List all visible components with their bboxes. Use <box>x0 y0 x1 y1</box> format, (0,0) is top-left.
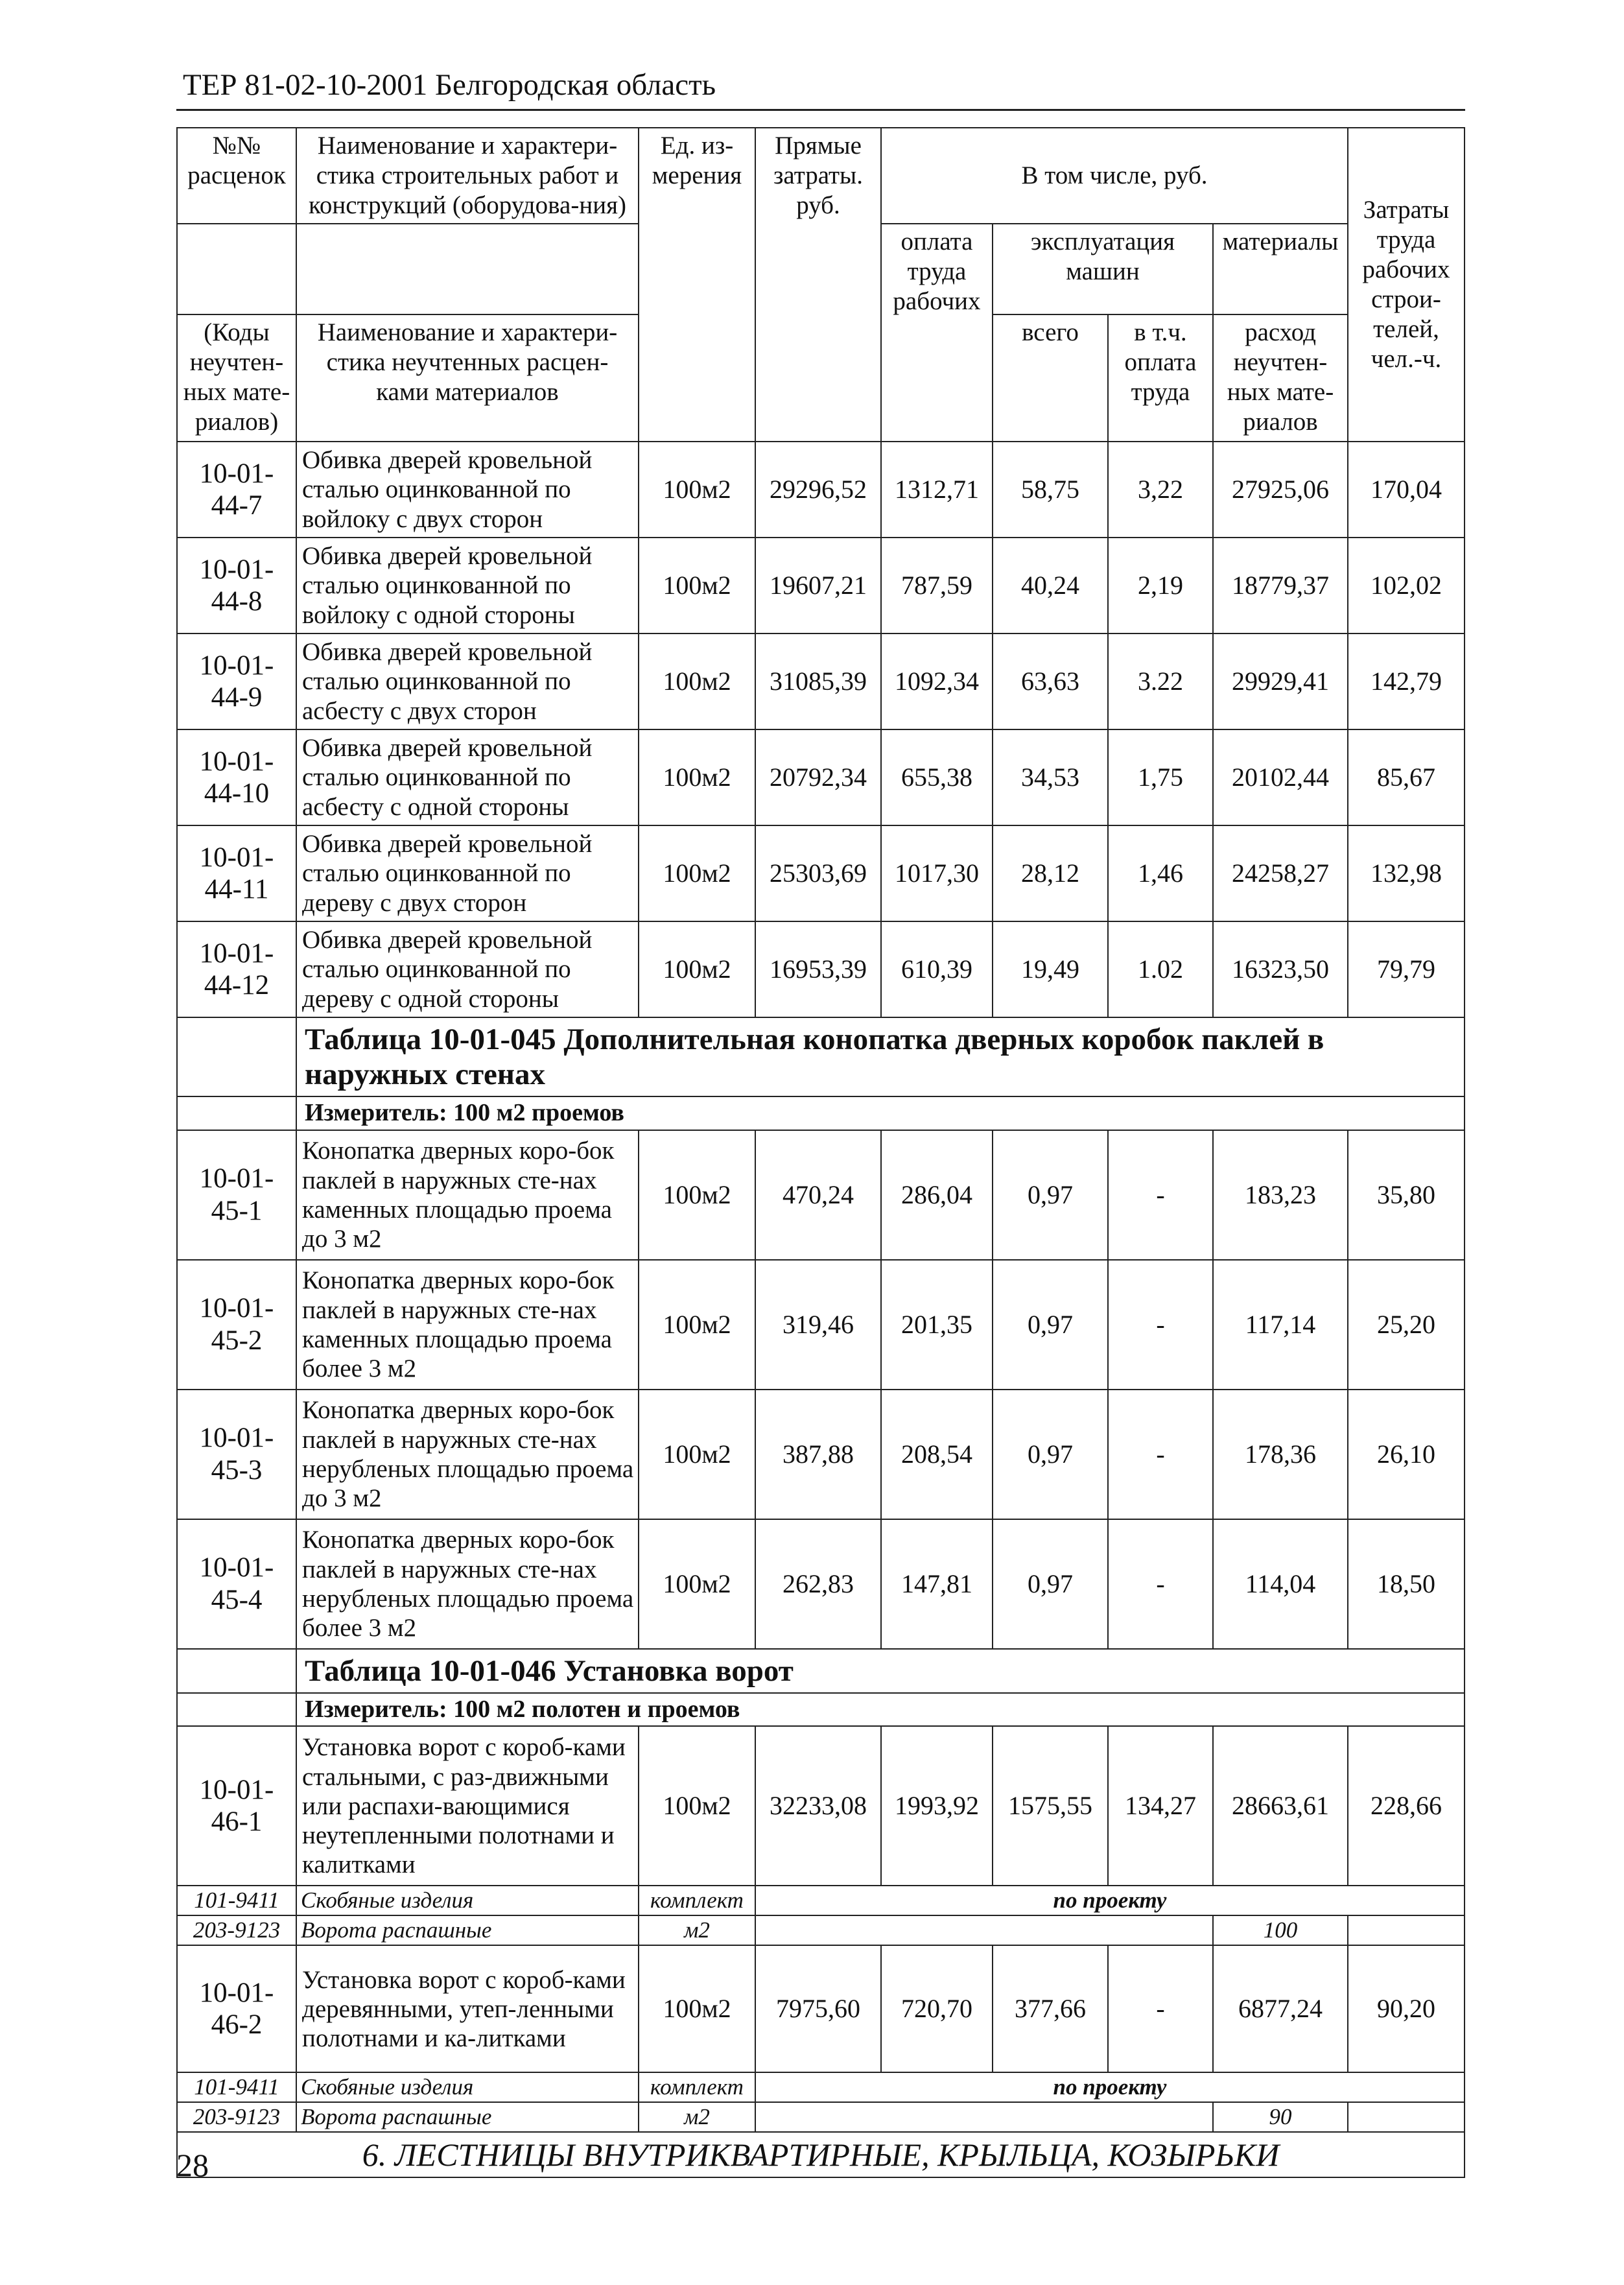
table-measure: Измеритель: 100 м2 полотен и проемов <box>296 1693 1465 1727</box>
rate-materials: 28663,61 <box>1213 1726 1348 1886</box>
material-row <box>177 2072 1465 2102</box>
table-title: Таблица 10-01-046 Установка ворот <box>296 1649 1465 1693</box>
col-header-machines: эксплуатация машин <box>993 224 1213 314</box>
rate-labor-pay: 610,39 <box>881 921 993 1017</box>
rate-code: 10-01-45-2 <box>177 1260 296 1390</box>
rate-machines-total: 0,97 <box>993 1519 1108 1649</box>
rate-machines-pay: 1,75 <box>1108 729 1213 825</box>
rate-materials: 24258,27 <box>1213 825 1348 921</box>
material-empty <box>755 2102 1213 2132</box>
table-row <box>177 1130 1465 1260</box>
rate-labor-pay: 286,04 <box>881 1130 993 1260</box>
rate-code: 10-01-44-12 <box>177 921 296 1017</box>
material-empty <box>1348 1915 1465 1945</box>
table-row <box>177 921 1465 1017</box>
rate-name: Обивка дверей кровельной сталью оцинкованной по войлоку с одной стороны <box>296 538 639 633</box>
rate-name: Обивка дверей кровельной сталью оцинкованной по асбесту с двух сторон <box>296 633 639 729</box>
rate-unit: 100м2 <box>639 1726 755 1886</box>
rate-machines-total: 0,97 <box>993 1260 1108 1390</box>
rate-name: Конопатка дверных коро-бок паклей в наружных сте-нах нерубленых площадью проема до 3 м2 <box>296 1390 639 1519</box>
rate-labor-pay: 787,59 <box>881 538 993 633</box>
rate-unit: 100м2 <box>639 633 755 729</box>
material-name: Ворота распашные <box>296 1915 639 1945</box>
rate-direct: 20792,34 <box>755 729 881 825</box>
material-name: Ворота распашные <box>296 2102 639 2132</box>
page-header: ТЕР 81-02-10-2001 Белгородская область <box>183 68 716 102</box>
rate-machines-pay: - <box>1108 1260 1213 1390</box>
material-code: 203-9123 <box>177 1915 296 1945</box>
material-row <box>177 2102 1465 2132</box>
table-row <box>177 1726 1465 1886</box>
rate-machines-pay: 1,46 <box>1108 825 1213 921</box>
material-unit: м2 <box>639 2102 755 2132</box>
rate-labor-pay: 1312,71 <box>881 442 993 538</box>
rate-name: Обивка дверей кровельной сталью оцинкованной по асбесту с одной стороны <box>296 729 639 825</box>
rate-labor-pay: 720,70 <box>881 1945 993 2072</box>
rate-code: 10-01-45-3 <box>177 1390 296 1519</box>
table-row <box>177 633 1465 729</box>
rate-labor-pay: 147,81 <box>881 1519 993 1649</box>
rate-machines-total: 0,97 <box>993 1130 1108 1260</box>
table-title: Таблица 10-01-045 Дополнительная конопатка дверных коробок паклей в наружных стенах <box>296 1017 1465 1096</box>
rate-unit: 100м2 <box>639 1945 755 2072</box>
rate-unit: 100м2 <box>639 921 755 1017</box>
rate-unit: 100м2 <box>639 1390 755 1519</box>
rate-labor-pay: 208,54 <box>881 1390 993 1519</box>
rate-machines-pay: - <box>1108 1519 1213 1649</box>
rate-direct: 7975,60 <box>755 1945 881 2072</box>
col-header-labor-cost: Затраты труда рабочих строи-телей, чел.-ч. <box>1348 128 1465 442</box>
rate-direct: 470,24 <box>755 1130 881 1260</box>
col-header-code-materials: (Коды неучтен-ных мате-риалов) <box>177 314 296 442</box>
rate-labor-pay: 1017,30 <box>881 825 993 921</box>
header-rule <box>176 109 1465 111</box>
material-value: 100 <box>1213 1915 1348 1945</box>
col-header-code: №№ расценок <box>177 128 296 224</box>
rate-machines-total: 58,75 <box>993 442 1108 538</box>
rate-code: 10-01-44-8 <box>177 538 296 633</box>
material-row <box>177 1886 1465 1915</box>
measure-spacer <box>177 1693 296 1727</box>
table-row <box>177 538 1465 633</box>
rate-labor-cost: 35,80 <box>1348 1130 1465 1260</box>
rate-machines-total: 40,24 <box>993 538 1108 633</box>
rate-materials: 114,04 <box>1213 1519 1348 1649</box>
table-row <box>177 1390 1465 1519</box>
material-unit: комплект <box>639 2072 755 2102</box>
rate-labor-cost: 18,50 <box>1348 1519 1465 1649</box>
rate-code: 10-01-44-7 <box>177 442 296 538</box>
rate-labor-pay: 1092,34 <box>881 633 993 729</box>
col-header-name-materials: Наименование и характери-стика неучтенных расцен-ками материалов <box>296 314 639 442</box>
material-code: 101-9411 <box>177 1886 296 1915</box>
rate-unit: 100м2 <box>639 442 755 538</box>
rate-name: Установка ворот с короб-ками деревянными, утеп-ленными полотнами и ка-литками <box>296 1945 639 2072</box>
rate-direct: 32233,08 <box>755 1726 881 1886</box>
table-row <box>177 442 1465 538</box>
rate-name: Обивка дверей кровельной сталью оцинкованной по войлоку с двух сторон <box>296 442 639 538</box>
material-row <box>177 1915 1465 1945</box>
rate-code: 10-01-45-1 <box>177 1130 296 1260</box>
rate-name: Конопатка дверных коро-бок паклей в наружных сте-нах нерубленых площадью проема более 3 м2 <box>296 1519 639 1649</box>
rate-labor-cost: 132,98 <box>1348 825 1465 921</box>
material-code: 203-9123 <box>177 2102 296 2132</box>
col-header-name: Наименование и характери-стика строительных работ и конструкций (оборудова-ния) <box>296 128 639 224</box>
rate-code: 10-01-44-10 <box>177 729 296 825</box>
rate-labor-cost: 102,02 <box>1348 538 1465 633</box>
rate-labor-cost: 79,79 <box>1348 921 1465 1017</box>
rate-labor-pay: 655,38 <box>881 729 993 825</box>
table-title-spacer <box>177 1017 296 1096</box>
rate-materials: 27925,06 <box>1213 442 1348 538</box>
rate-materials: 16323,50 <box>1213 921 1348 1017</box>
rate-code: 10-01-44-9 <box>177 633 296 729</box>
rate-labor-cost: 170,04 <box>1348 442 1465 538</box>
rate-labor-cost: 25,20 <box>1348 1260 1465 1390</box>
col-header-including: В том числе, руб. <box>881 128 1348 224</box>
rate-unit: 100м2 <box>639 1519 755 1649</box>
table-row <box>177 825 1465 921</box>
material-value: 90 <box>1213 2102 1348 2132</box>
rate-machines-total: 28,12 <box>993 825 1108 921</box>
rate-materials: 20102,44 <box>1213 729 1348 825</box>
table-row <box>177 1945 1465 2072</box>
col-header-labor-pay: оплата труда рабочих <box>881 224 993 442</box>
col-header-materials-extra: расход неучтен-ных мате-риалов <box>1213 314 1348 442</box>
material-value: по проекту <box>755 2072 1465 2102</box>
material-unit: м2 <box>639 1915 755 1945</box>
rate-materials: 178,36 <box>1213 1390 1348 1519</box>
rate-machines-total: 0,97 <box>993 1390 1108 1519</box>
rate-machines-total: 19,49 <box>993 921 1108 1017</box>
rate-direct: 262,83 <box>755 1519 881 1649</box>
rate-labor-cost: 85,67 <box>1348 729 1465 825</box>
rate-direct: 31085,39 <box>755 633 881 729</box>
rate-name: Конопатка дверных коро-бок паклей в наружных сте-нах каменных площадью проема до 3 м2 <box>296 1130 639 1260</box>
rate-labor-pay: 201,35 <box>881 1260 993 1390</box>
rate-code: 10-01-46-2 <box>177 1945 296 2072</box>
col-header-code-spacer <box>177 224 296 314</box>
rate-direct: 25303,69 <box>755 825 881 921</box>
rate-name: Обивка дверей кровельной сталью оцинкованной по дереву с двух сторон <box>296 825 639 921</box>
col-header-materials: материалы <box>1213 224 1348 314</box>
rate-machines-total: 1575,55 <box>993 1726 1108 1886</box>
material-name: Скобяные изделия <box>296 2072 639 2102</box>
measure-spacer <box>177 1096 296 1130</box>
rate-unit: 100м2 <box>639 1130 755 1260</box>
rate-machines-pay: 134,27 <box>1108 1726 1213 1886</box>
material-unit: комплект <box>639 1886 755 1915</box>
col-header-direct: Прямые затраты. руб. <box>755 128 881 442</box>
rate-direct: 387,88 <box>755 1390 881 1519</box>
rate-machines-pay: 3,22 <box>1108 442 1213 538</box>
material-empty <box>1348 2102 1465 2132</box>
rate-unit: 100м2 <box>639 1260 755 1390</box>
rate-machines-pay: - <box>1108 1390 1213 1519</box>
rate-labor-cost: 26,10 <box>1348 1390 1465 1519</box>
rate-code: 10-01-45-4 <box>177 1519 296 1649</box>
rate-direct: 19607,21 <box>755 538 881 633</box>
rate-direct: 319,46 <box>755 1260 881 1390</box>
rate-unit: 100м2 <box>639 729 755 825</box>
table-row <box>177 1260 1465 1390</box>
col-header-machines-total: всего <box>993 314 1108 442</box>
rate-name: Конопатка дверных коро-бок паклей в наружных сте-нах каменных площадью проема более 3 м2 <box>296 1260 639 1390</box>
rate-materials: 29929,41 <box>1213 633 1348 729</box>
rate-machines-total: 34,53 <box>993 729 1108 825</box>
table-title-spacer <box>177 1649 296 1693</box>
rate-machines-pay: - <box>1108 1130 1213 1260</box>
rate-machines-pay: - <box>1108 1945 1213 2072</box>
table-row <box>177 1519 1465 1649</box>
rate-labor-cost: 90,20 <box>1348 1945 1465 2072</box>
rate-machines-total: 377,66 <box>993 1945 1108 2072</box>
rate-machines-pay: 1.02 <box>1108 921 1213 1017</box>
rate-machines-total: 63,63 <box>993 633 1108 729</box>
rate-labor-cost: 228,66 <box>1348 1726 1465 1886</box>
col-header-machines-pay: в т.ч. оплата труда <box>1108 314 1213 442</box>
rate-code: 10-01-44-11 <box>177 825 296 921</box>
rate-name: Установка ворот с короб-ками стальными, с раз-движными или распахи-вающимися неутепленными полотнами и калитками <box>296 1726 639 1886</box>
material-value: по проекту <box>755 1886 1465 1915</box>
rate-labor-cost: 142,79 <box>1348 633 1465 729</box>
rate-materials: 117,14 <box>1213 1260 1348 1390</box>
rate-code: 10-01-46-1 <box>177 1726 296 1886</box>
rate-materials: 18779,37 <box>1213 538 1348 633</box>
rates-table <box>176 127 1465 2178</box>
col-header-name-spacer <box>296 224 639 314</box>
table-measure: Измеритель: 100 м2 проемов <box>296 1096 1465 1130</box>
rate-direct: 29296,52 <box>755 442 881 538</box>
col-header-unit: Ед. из-мерения <box>639 128 755 442</box>
rate-materials: 6877,24 <box>1213 1945 1348 2072</box>
rate-unit: 100м2 <box>639 825 755 921</box>
rate-unit: 100м2 <box>639 538 755 633</box>
page-number: 28 <box>176 2147 209 2183</box>
material-empty <box>755 1915 1213 1945</box>
rate-labor-pay: 1993,92 <box>881 1726 993 1886</box>
rate-direct: 16953,39 <box>755 921 881 1017</box>
section-title: 6. ЛЕСТНИЦЫ ВНУТРИКВАРТИРНЫЕ, КРЫЛЬЦА, КОЗЫРЬКИ <box>177 2132 1465 2177</box>
rate-name: Обивка дверей кровельной сталью оцинкованной по дереву с одной стороны <box>296 921 639 1017</box>
rate-machines-pay: 2,19 <box>1108 538 1213 633</box>
rate-materials: 183,23 <box>1213 1130 1348 1260</box>
material-name: Скобяные изделия <box>296 1886 639 1915</box>
table-row <box>177 729 1465 825</box>
rate-machines-pay: 3.22 <box>1108 633 1213 729</box>
material-code: 101-9411 <box>177 2072 296 2102</box>
